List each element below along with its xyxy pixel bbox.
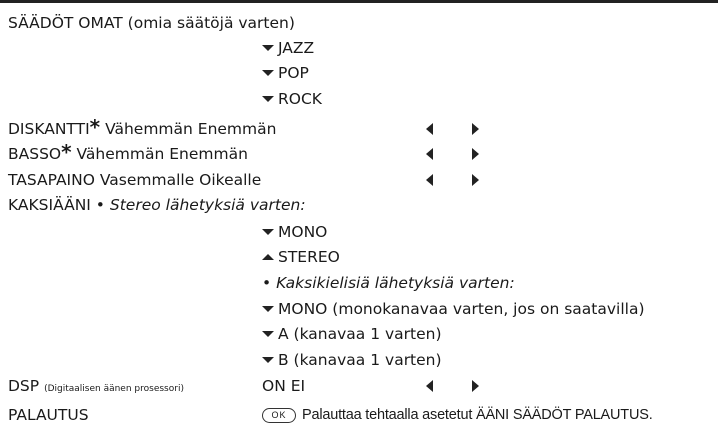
left-arrow-icon (426, 148, 433, 160)
bilingual-broadcast-note: • Kaksikielisiä lähetyksiä varten: (262, 274, 515, 292)
triangle-down-icon (262, 45, 274, 51)
settings-title: SÄÄDÖT OMAT (omia säätöjä varten) (8, 14, 295, 32)
dual-stereo-option: STEREO (278, 248, 340, 266)
triangle-down-icon (262, 96, 274, 102)
dsp-description: (Digitaalisen äänen prosessori) (44, 384, 184, 394)
treble-values: Vähemmän Enemmän (105, 120, 277, 138)
dsp-values: ON EI (262, 377, 306, 395)
dual-mono-option: MONO (278, 223, 328, 241)
bass-label: BASSO (8, 145, 62, 163)
balance-label: TASAPAINO (8, 171, 95, 189)
right-arrow-icon (472, 148, 479, 160)
reset-label: PALAUTUS (8, 406, 89, 424)
bilingual-b-option: B (kanavaa 1 varten) (278, 351, 442, 369)
triangle-up-icon (262, 254, 274, 260)
dual-sound-label: KAKSIÄÄNI • (8, 196, 105, 214)
bilingual-a-option: A (kanavaa 1 varten) (278, 325, 442, 343)
asterisk-mark: * (61, 140, 72, 164)
triangle-down-icon (262, 70, 274, 76)
treble-label: DISKANTTI (8, 120, 90, 138)
right-arrow-icon (472, 174, 479, 186)
triangle-down-icon (262, 229, 274, 235)
left-arrow-icon (426, 380, 433, 392)
preset-jazz: JAZZ (278, 39, 315, 57)
preset-rock: ROCK (278, 90, 322, 108)
left-arrow-icon (426, 174, 433, 186)
reset-description: Palauttaa tehtaalla asetetut ÄÄNI SÄÄDÖT PALAUTUS. (302, 407, 653, 423)
balance-values: Vasemmalle Oikealle (99, 171, 262, 189)
dsp-label: DSP (8, 377, 40, 395)
asterisk-mark: * (89, 115, 101, 139)
triangle-down-icon (262, 357, 274, 363)
preset-pop: POP (278, 64, 309, 82)
triangle-down-icon (262, 306, 274, 312)
stereo-broadcast-note: Stereo lähetyksiä varten: (109, 196, 306, 214)
bilingual-mono-option: MONO (monokanavaa varten, jos on saatavilla) (278, 300, 645, 318)
right-arrow-icon (472, 380, 479, 392)
ok-key-icon: OK (262, 408, 296, 423)
right-arrow-icon (472, 123, 479, 135)
left-arrow-icon (426, 123, 433, 135)
top-rule (0, 0, 718, 3)
triangle-down-icon (262, 331, 274, 337)
bass-values: Vähemmän Enemmän (76, 145, 248, 163)
